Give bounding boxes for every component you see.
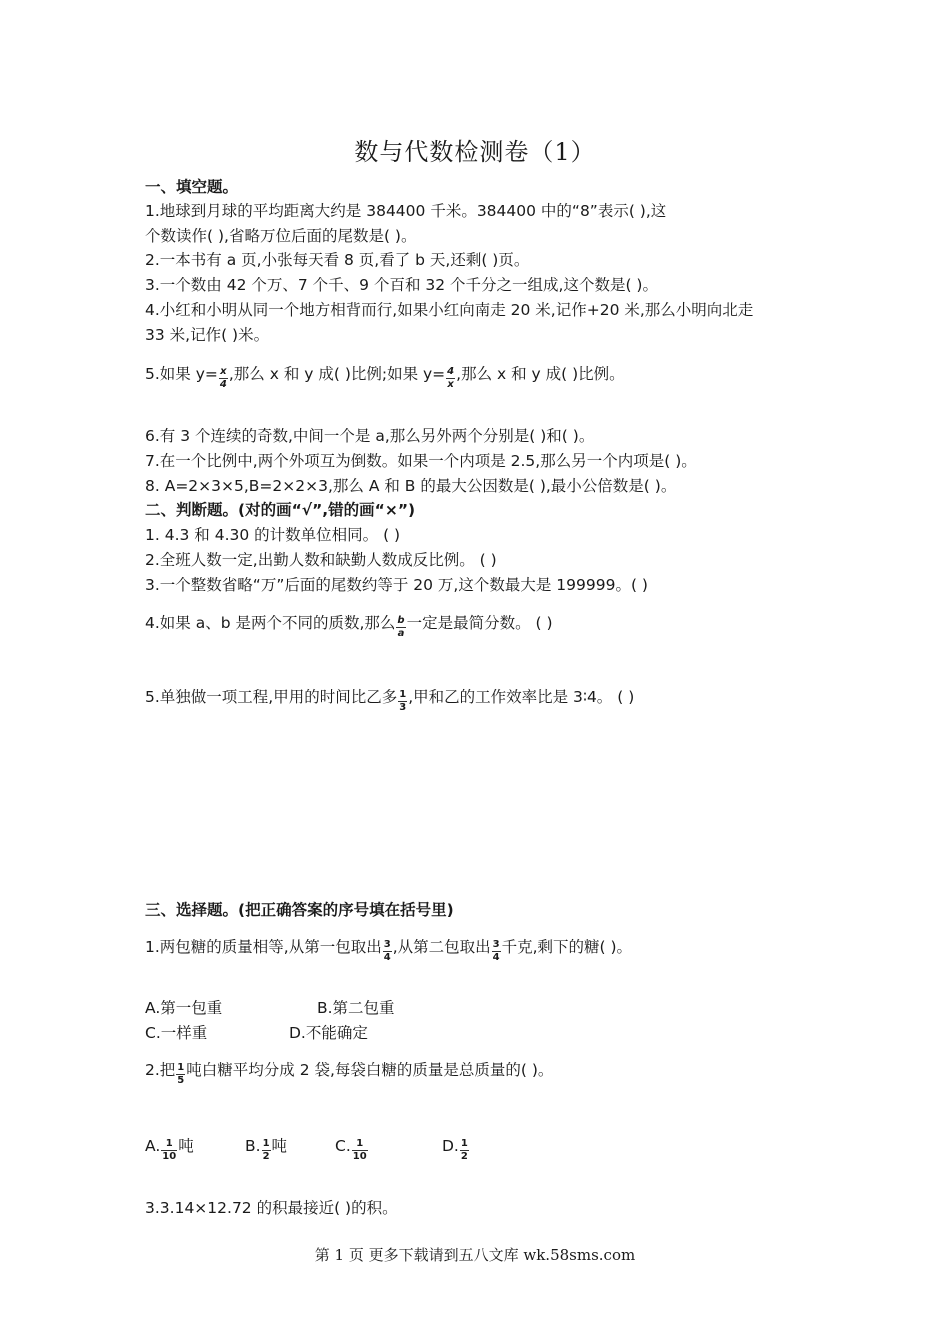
s1-q1-line1: 1.地球到月球的平均距离大约是 384400 千米。384400 中的“8”表示( ),这 xyxy=(145,202,667,220)
fraction: $\frac{1}{5}$ xyxy=(177,1062,185,1086)
s3-q1-pre: 1.两包糖的质量相等,从第一包取出 xyxy=(145,938,382,956)
s1-q8: 8. A=2×3×5,B=2×2×3,那么 A 和 B 的最大公因数是( ),最小公倍数是( )。 xyxy=(145,477,677,495)
fraction: $\frac{3}{4}$ xyxy=(492,939,500,963)
s1-q5-post: ,那么 x 和 y 成( )比例。 xyxy=(456,365,625,383)
s2-q4 xyxy=(145,611,810,640)
fraction: $\frac{1}{2}$ xyxy=(460,1138,468,1162)
fraction: $\frac{1}{2}$ xyxy=(262,1138,270,1162)
fraction: $\frac{1}{10}$ xyxy=(162,1138,177,1162)
s1-q7: 7.在一个比例中,两个外项互为倒数。如果一个内项是 2.5,那么另一个内项是( )。 xyxy=(145,452,697,470)
s2-q5-pre: 5.单独做一项工程,甲用的时间比乙多 xyxy=(145,688,398,706)
s3-q1-post: 千克,剩下的糖( )。 xyxy=(501,938,633,956)
s1-q5-mid: ,那么 x 和 y 成( )比例;如果 y= xyxy=(228,365,446,383)
s1-q4-line2: 33 米,记作( )米。 xyxy=(145,326,270,344)
s1-q5 xyxy=(145,362,810,391)
fraction: $\frac{1}{3}$ xyxy=(399,689,407,713)
s3-q2-post: 吨白糖平均分成 2 袋,每袋白糖的质量是总质量的( )。 xyxy=(186,1061,554,1079)
s3-q2-option-c: C. $\frac{1}{10}$ xyxy=(335,1137,367,1162)
fraction: $\frac{4}{x}$ xyxy=(447,366,455,390)
s1-q2: 2.一本书有 a 页,小张每天看 8 页,看了 b 天,还剩( )页。 xyxy=(145,251,530,269)
s3-q1-option-d: D.不能确定 xyxy=(289,1024,368,1042)
section2-heading: 二、判断题。(对的画“√”,错的画“×”) xyxy=(145,501,416,519)
s2-q5 xyxy=(145,685,810,714)
s3-q1-option-b: B.第二包重 xyxy=(317,999,395,1017)
s3-q2-pre: 2.把 xyxy=(145,1061,176,1079)
fraction: $\frac{x}{4}$ xyxy=(219,366,227,390)
fraction: $\frac{3}{4}$ xyxy=(383,939,391,963)
page-title: 数与代数检测卷（1） xyxy=(354,138,596,166)
s1-q3: 3.一个数由 42 个万、7 个千、9 个百和 32 个千分之一组成,这个数是( )。 xyxy=(145,276,658,294)
section1-heading: 一、填空题。 xyxy=(145,178,239,196)
s3-q2-option-a: A. $\frac{1}{10}$ 吨 xyxy=(145,1137,194,1162)
s2-q4-post: 一定是最简分数。 ( ) xyxy=(406,614,553,632)
s2-q5-post: ,甲和乙的工作效率比是 3∶4。 ( ) xyxy=(408,688,635,706)
section3-heading: 三、选择题。(把正确答案的序号填在括号里) xyxy=(145,901,454,919)
s3-q1 xyxy=(145,935,810,964)
page-footer: 第 1 页 更多下载请到五八文库 wk.58sms.com xyxy=(314,1246,636,1264)
s3-q1-option-c: C.一样重 xyxy=(145,1024,208,1042)
s2-q2: 2.全班人数一定,出勤人数和缺勤人数成反比例。 ( ) xyxy=(145,551,497,569)
fraction: $\frac{1}{10}$ xyxy=(352,1138,367,1162)
fraction: $\frac{b}{a}$ xyxy=(397,615,405,639)
s1-q6: 6.有 3 个连续的奇数,中间一个是 a,那么另外两个分别是( )和( )。 xyxy=(145,427,595,445)
s1-q1-line2: 个数读作( ),省略万位后面的尾数是( )。 xyxy=(145,227,417,245)
s3-q2-option-d: D. $\frac{1}{2}$ xyxy=(442,1137,468,1162)
s1-q4-line1: 4.小红和小明从同一个地方相背而行,如果小红向南走 20 米,记作+20 米,那么小明向北走 xyxy=(145,301,754,319)
s3-q1-mid: ,从第二包取出 xyxy=(392,938,491,956)
s2-q1: 1. 4.3 和 4.30 的计数单位相同。 ( ) xyxy=(145,526,401,544)
s3-q2-option-b: B. $\frac{1}{2}$ 吨 xyxy=(245,1137,288,1162)
s3-q2 xyxy=(145,1058,810,1087)
s1-q5-pre: 5.如果 y= xyxy=(145,365,218,383)
s2-q3: 3.一个整数省略“万”后面的尾数约等于 20 万,这个数最大是 199999。( ) xyxy=(145,576,648,594)
s3-q1-option-a: A.第一包重 xyxy=(145,999,223,1017)
s3-q3: 3.3.14×12.72 的积最接近( )的积。 xyxy=(145,1199,398,1217)
s2-q4-pre: 4.如果 a、b 是两个不同的质数,那么 xyxy=(145,614,396,632)
